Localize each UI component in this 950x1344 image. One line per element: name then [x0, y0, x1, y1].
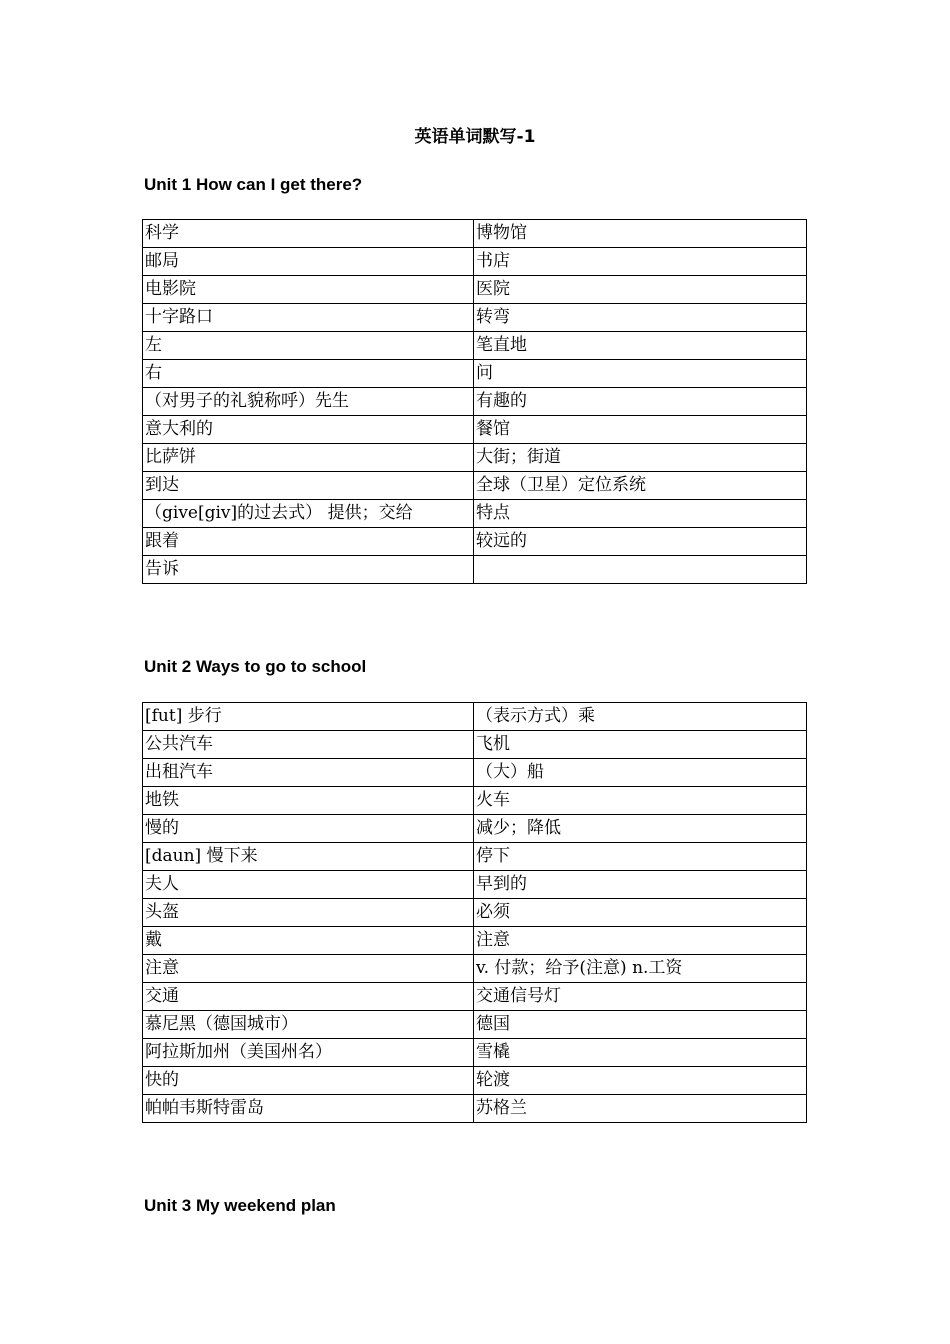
- vocab-cell-right: 笔直地: [474, 332, 807, 360]
- table-row: [143, 1067, 807, 1095]
- vocab-cell-left: 邮局: [143, 248, 474, 276]
- table-row: [143, 1039, 807, 1067]
- table-row: [143, 332, 807, 360]
- table-row: [143, 276, 807, 304]
- vocab-cell-left: 阿拉斯加州（美国州名）: [143, 1039, 474, 1067]
- vocab-cell-left: 帕帕韦斯特雷岛: [143, 1095, 474, 1123]
- vocab-cell-left: 公共汽车: [143, 731, 474, 759]
- vocab-cell-left: 夫人: [143, 871, 474, 899]
- table-row: [143, 556, 807, 584]
- table-row: [143, 360, 807, 388]
- vocab-cell-right: 雪橇: [474, 1039, 807, 1067]
- vocab-cell-left: 慕尼黑（德国城市）: [143, 1011, 474, 1039]
- vocab-cell-right: 必须: [474, 899, 807, 927]
- table-row: [143, 248, 807, 276]
- vocab-cell-right: 注意: [474, 927, 807, 955]
- vocab-cell-right: 火车: [474, 787, 807, 815]
- vocab-cell-left: [fut] 步行: [143, 703, 474, 731]
- table-row: [143, 472, 807, 500]
- table-row: [143, 416, 807, 444]
- table-row: [143, 955, 807, 983]
- vocab-cell-left: 出租汽车: [143, 759, 474, 787]
- vocab-cell-left: 慢的: [143, 815, 474, 843]
- table-row: [143, 871, 807, 899]
- vocab-cell-right: 转弯: [474, 304, 807, 332]
- vocab-cell-right: v. 付款；给予(注意) n.工资: [474, 955, 807, 983]
- table-row: [143, 304, 807, 332]
- vocab-cell-right: 早到的: [474, 871, 807, 899]
- vocab-cell-right: 较远的: [474, 528, 807, 556]
- vocab-cell-left: 意大利的: [143, 416, 474, 444]
- unit-1-vocab-table: [142, 219, 807, 584]
- table-row: [143, 843, 807, 871]
- vocab-cell-right: 交通信号灯: [474, 983, 807, 1011]
- table-row: [143, 731, 807, 759]
- vocab-cell-right: 德国: [474, 1011, 807, 1039]
- vocab-cell-left: 注意: [143, 955, 474, 983]
- table-row: [143, 899, 807, 927]
- table-row: [143, 1095, 807, 1123]
- vocab-cell-right: 全球（卫星）定位系统: [474, 472, 807, 500]
- vocab-cell-right: 减少；降低: [474, 815, 807, 843]
- unit-2-vocab-table: [142, 702, 807, 1123]
- unit-1-heading: Unit 1 How can I get there?: [144, 175, 363, 194]
- vocab-cell-left: 跟着: [143, 528, 474, 556]
- vocab-cell-right: （表示方式）乘: [474, 703, 807, 731]
- vocab-cell-right: 书店: [474, 248, 807, 276]
- table-row: [143, 787, 807, 815]
- vocab-cell-left: 科学: [143, 220, 474, 248]
- table-row: [143, 983, 807, 1011]
- vocab-cell-right: （大）船: [474, 759, 807, 787]
- vocab-cell-left: 快的: [143, 1067, 474, 1095]
- table-row: [143, 500, 807, 528]
- table-row: [143, 220, 807, 248]
- table-row: [143, 759, 807, 787]
- document-title: 英语单词默写-1: [414, 127, 536, 147]
- table-row: [143, 388, 807, 416]
- vocab-cell-left: 告诉: [143, 556, 474, 584]
- vocab-cell-right: 餐馆: [474, 416, 807, 444]
- table-row: [143, 927, 807, 955]
- vocab-cell-left: （give[giv]的过去式） 提供；交给: [143, 500, 474, 528]
- vocab-cell-left: 十字路口: [143, 304, 474, 332]
- table-row: [143, 815, 807, 843]
- vocab-cell-left: 地铁: [143, 787, 474, 815]
- vocab-cell-left: 头盔: [143, 899, 474, 927]
- unit-2-heading: Unit 2 Ways to go to school: [144, 657, 367, 676]
- vocab-cell-right: 有趣的: [474, 388, 807, 416]
- vocab-cell-right: 飞机: [474, 731, 807, 759]
- vocab-cell-right: 特点: [474, 500, 807, 528]
- vocab-cell-right: 博物馆: [474, 220, 807, 248]
- vocab-cell-right: 医院: [474, 276, 807, 304]
- unit-3-heading: Unit 3 My weekend plan: [144, 1196, 336, 1215]
- vocab-cell-right: 轮渡: [474, 1067, 807, 1095]
- vocab-cell-right: 停下: [474, 843, 807, 871]
- vocab-cell-left: 右: [143, 360, 474, 388]
- vocab-cell-left: 比萨饼: [143, 444, 474, 472]
- table-row: [143, 703, 807, 731]
- vocab-cell-left: 电影院: [143, 276, 474, 304]
- vocab-cell-left: （对男子的礼貌称呼）先生: [143, 388, 474, 416]
- table-row: [143, 444, 807, 472]
- table-row: [143, 1011, 807, 1039]
- table-row: [143, 528, 807, 556]
- vocab-cell-left: 戴: [143, 927, 474, 955]
- vocab-cell-left: 到达: [143, 472, 474, 500]
- vocab-cell-right: 苏格兰: [474, 1095, 807, 1123]
- vocab-cell-right: [474, 556, 807, 584]
- vocab-cell-right: 问: [474, 360, 807, 388]
- vocab-cell-right: 大街；街道: [474, 444, 807, 472]
- vocab-cell-left: 交通: [143, 983, 474, 1011]
- vocab-cell-left: [daun] 慢下来: [143, 843, 474, 871]
- vocab-cell-left: 左: [143, 332, 474, 360]
